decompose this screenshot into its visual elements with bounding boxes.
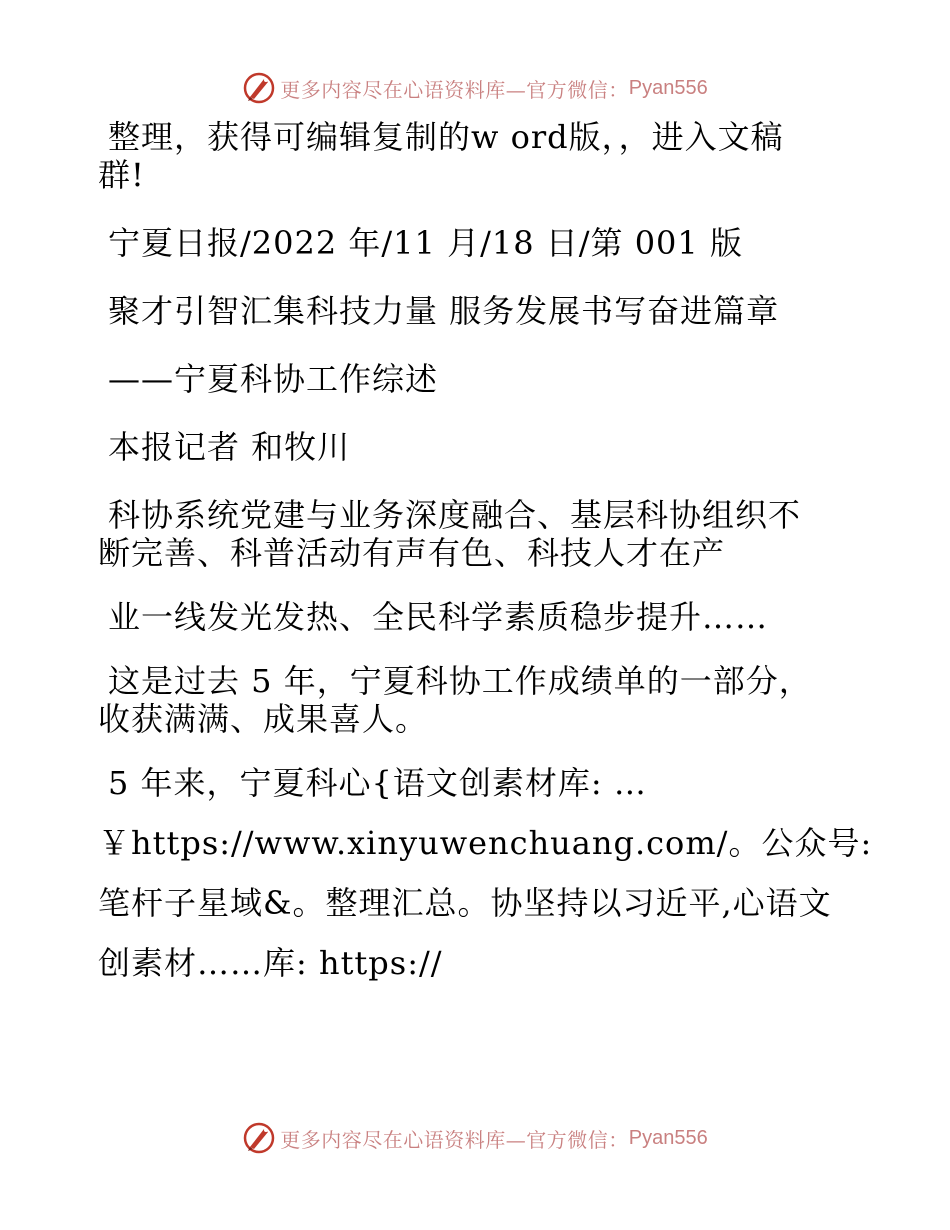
text-line: 业一线发光发热、全民科学素质稳步提升…… bbox=[108, 598, 769, 636]
text-line: 群! bbox=[98, 156, 145, 194]
text-line: 5 年来，宁夏科心{语文创素材库: … bbox=[108, 764, 647, 802]
footer-watermark-banner bbox=[0, 1118, 950, 1158]
banner-wechat-handle: Pyan556 bbox=[628, 76, 708, 99]
publication-info: 宁夏日报/2022 年/11 月/18 日/第 001 版 bbox=[108, 224, 743, 262]
text-line: ￥https://www.xinyuwenchuang.com/。公众号: bbox=[98, 824, 873, 862]
document-body bbox=[98, 118, 873, 982]
banner-wechat-handle: Pyan556 bbox=[628, 1126, 708, 1149]
article-subtitle: ——宁夏科协工作综述 bbox=[108, 360, 439, 398]
text-line: 科协系统党建与业务深度融合、基层科协组织不 bbox=[108, 496, 802, 534]
article-byline: 本报记者 和牧川 bbox=[108, 428, 351, 466]
pen-logo-icon bbox=[242, 1121, 276, 1155]
header-watermark-banner bbox=[0, 68, 950, 108]
text-line: 整理，获得可编辑复制的w ord版，，进入文稿 bbox=[108, 118, 784, 156]
text-line: 笔杆子星域&。整理汇总。协坚持以习近平,心语文 bbox=[98, 884, 832, 922]
text-line: 创素材……库: https:// bbox=[98, 944, 443, 982]
article-title: 聚才引智汇集科技力量 服务发展书写奋进篇章 bbox=[108, 292, 780, 330]
text-line: 这是过去 5 年，宁夏科协工作成绩单的一部分， bbox=[108, 662, 812, 700]
banner-text: 更多内容尽在心语资料库—官方微信： bbox=[280, 1127, 629, 1152]
text-line: 断完善、科普活动有声有色、科技人才在产 bbox=[98, 534, 726, 572]
banner-text: 更多内容尽在心语资料库—官方微信： bbox=[280, 77, 629, 102]
pen-logo-icon bbox=[242, 71, 276, 105]
text-line: 收获满满、成果喜人。 bbox=[98, 700, 429, 738]
